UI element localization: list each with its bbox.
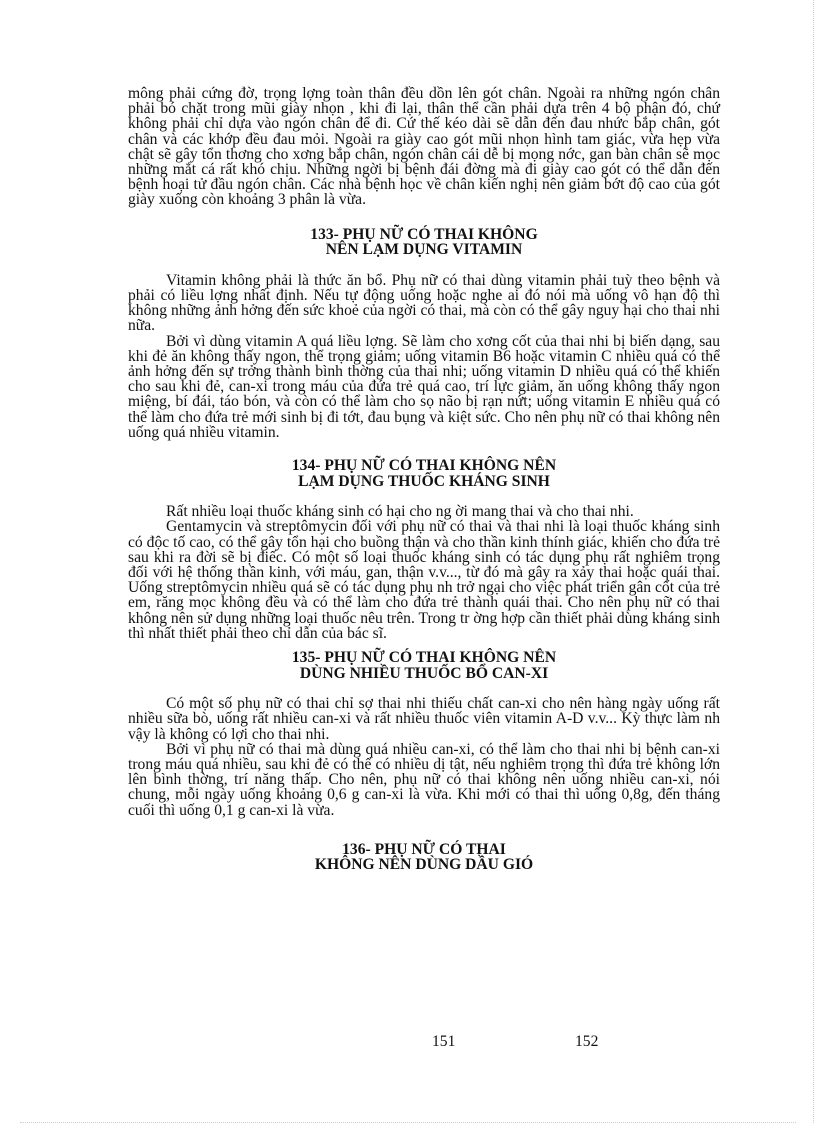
section-135-paragraph-1: Có một số phụ nữ có thai chỉ sợ thai nhi thiếu chất can-xi cho nên hàng ngày uống rất nhiều sữa bò, uống rất nhiều can-xi và rất nhiều thuốc viên vitamin A-D v.v... Kỳ thực làm nh vậy là không có lợi cho thai nhi. <box>128 695 720 743</box>
section-133-paragraph-2: Bởi vì dùng vitamin A quá liều lợng. Sẽ làm cho xơng cốt của thai nhi bị biến dạng, sau khi đẻ ăn không thấy ngon, thể trọng giảm; uống vitamin B6 hoặc vitamin C nhiều quá có thể ảnh hởng đến sự trởng thành bình thờng của thai nhi; uống vitamin D nhiều quá có thể khiến cho sau khi đẻ, can-xi trong máu của đứa trẻ quá cao, trí lực giảm, ăn uống không thấy ngon miệng, bí đái, táo bón, và còn có thể làm cho sọ não bị rạn nứt; uống vitamin E nhiều quá có thể làm cho đứa trẻ mới sinh bị đi tớt, đau bụng và kiệt sức. Cho nên phụ nữ có thai không nên uống quá nhiều vitamin. <box>128 332 720 441</box>
section-136-title <box>128 840 720 874</box>
right-dotted-rule <box>813 0 814 1123</box>
section-134-title <box>128 458 720 489</box>
section-134-paragraph-1: Rất nhiều loại thuốc kháng sinh có hại cho ng ời mang thai và cho thai nhi. <box>166 503 634 521</box>
section-136-title-line2: KHÔNG NÊN DÙNG DẦU GIÓ <box>314 856 534 874</box>
section-135-paragraph-2: Bởi vì phụ nữ có thai mà dùng quá nhiều can-xi, có thể làm cho thai nhi bị bệnh can-xi trong máu quá nhiều, sau khi đẻ có thể có nhiều dị tật, nếu nghiêm trọng thì đứa trẻ không lớn lên bình thờng, trí năng thấp. Cho nên, phụ nữ có thai không nên uống nhiều can-xi, nói chung, mỗi ngày uống khoảng 0,6 g can-xi là vừa. Khi mới có thai thì uống 0,8g, đến tháng cuối thì uống 0,1 g can-xi là vừa. <box>128 740 720 819</box>
section-133-paragraph-1: Vitamin không phải là thức ăn bổ. Phụ nữ có thai dùng vitamin phải tuỳ theo bệnh và phải có liều lợng nhất định. Nếu tự động uống hoặc nghe ai đó nói mà uống vô hạn độ thì không những ảnh hởng đến sức khoẻ của ngời có thai, mà còn có thể gây nguy hại cho thai nhi nữa. <box>128 271 720 335</box>
section-133-title <box>128 227 720 258</box>
section-136-title-line1: 136- PHỤ NỮ CÓ THAI <box>342 840 506 858</box>
page-number-right: 152 <box>575 1033 599 1050</box>
intro-paragraph: mông phải cứng đờ, trọng lợng toàn thân đều dồn lên gót chân. Ngoài ra những ngón chân phải bó chặt trong mũi giày nhọn , khi đi lại, thân thể cần phải dựa trên 4 bộ phận đó, chứ không phải chỉ dựa vào ngón chân để đi. Cứ thế kéo dài sẽ dẫn đến đau nhức bắp chân, gót chân và các khớp đều đau mỏi. Ngoài ra giày cao gót mũi nhọn hình tam giác, vừa hẹp vừa chật sẽ gây tổn thơng cho xơng bắp chân, ngón chân cái dễ bị mọng nớc, gan bàn chân sẽ mọc những mắt cá rất khó chịu. Những ngời bị bệnh đái đờng mà đi giày cao gót có thể dẫn đến bệnh hoại tử đầu ngón chân. Các nhà bệnh học về chân kiến nghị nên giảm bớt độ cao của gót giày xuống còn khoảng 3 phân là vừa. <box>128 85 720 209</box>
page-number-left: 151 <box>432 1033 456 1050</box>
section-134-title-line2: LẠM DỤNG THUỐC KHÁNG SINH <box>298 472 550 490</box>
document-page <box>128 85 720 874</box>
section-135-title-line1: 135- PHỤ NỮ CÓ THAI KHÔNG NÊN <box>291 649 557 667</box>
section-135-title <box>128 650 720 681</box>
section-134-title-line1: 134- PHỤ NỮ CÓ THAI KHÔNG NÊN <box>291 457 557 475</box>
section-135-title-line2: DÙNG NHIỀU THUỐC BỔ CAN-XI <box>299 664 549 682</box>
section-134-paragraph-2: Gentamycin và streptômycin đối với phụ nữ có thai và thai nhi là loại thuốc kháng sinh có độc tố cao, có thể gây tổn hại cho buồng thận và cho thần kinh thính giác, khiến cho đứa trẻ sau khi ra đời sẽ bị điếc. Có một số loại thuốc kháng sinh có tác dụng phụ rất nghiêm trọng đối với hệ thống thần kinh, với máu, gan, thận v.v..., từ đó mà gây ra xảy thai hoặc quái thai. Uống streptômycin nhiều quá sẽ có tác dụng phụ nh trở ngại cho việc phát triển gân cốt của trẻ em, răng mọc không đều và có thể làm cho đứa trẻ thành quái thai. Cho nên phụ nữ có thai không nên sử dụng những loại thuốc nêu trên. Trong tr ờng hợp cần thiết phải dùng kháng sinh thì nhất thiết phải theo chỉ dẫn của bác sĩ. <box>128 518 720 642</box>
section-133-title-line2: NÊN LẠM DỤNG VITAMIN <box>325 241 523 259</box>
section-133-title-line1: 133- PHỤ NỮ CÓ THAI KHÔNG <box>310 225 538 243</box>
